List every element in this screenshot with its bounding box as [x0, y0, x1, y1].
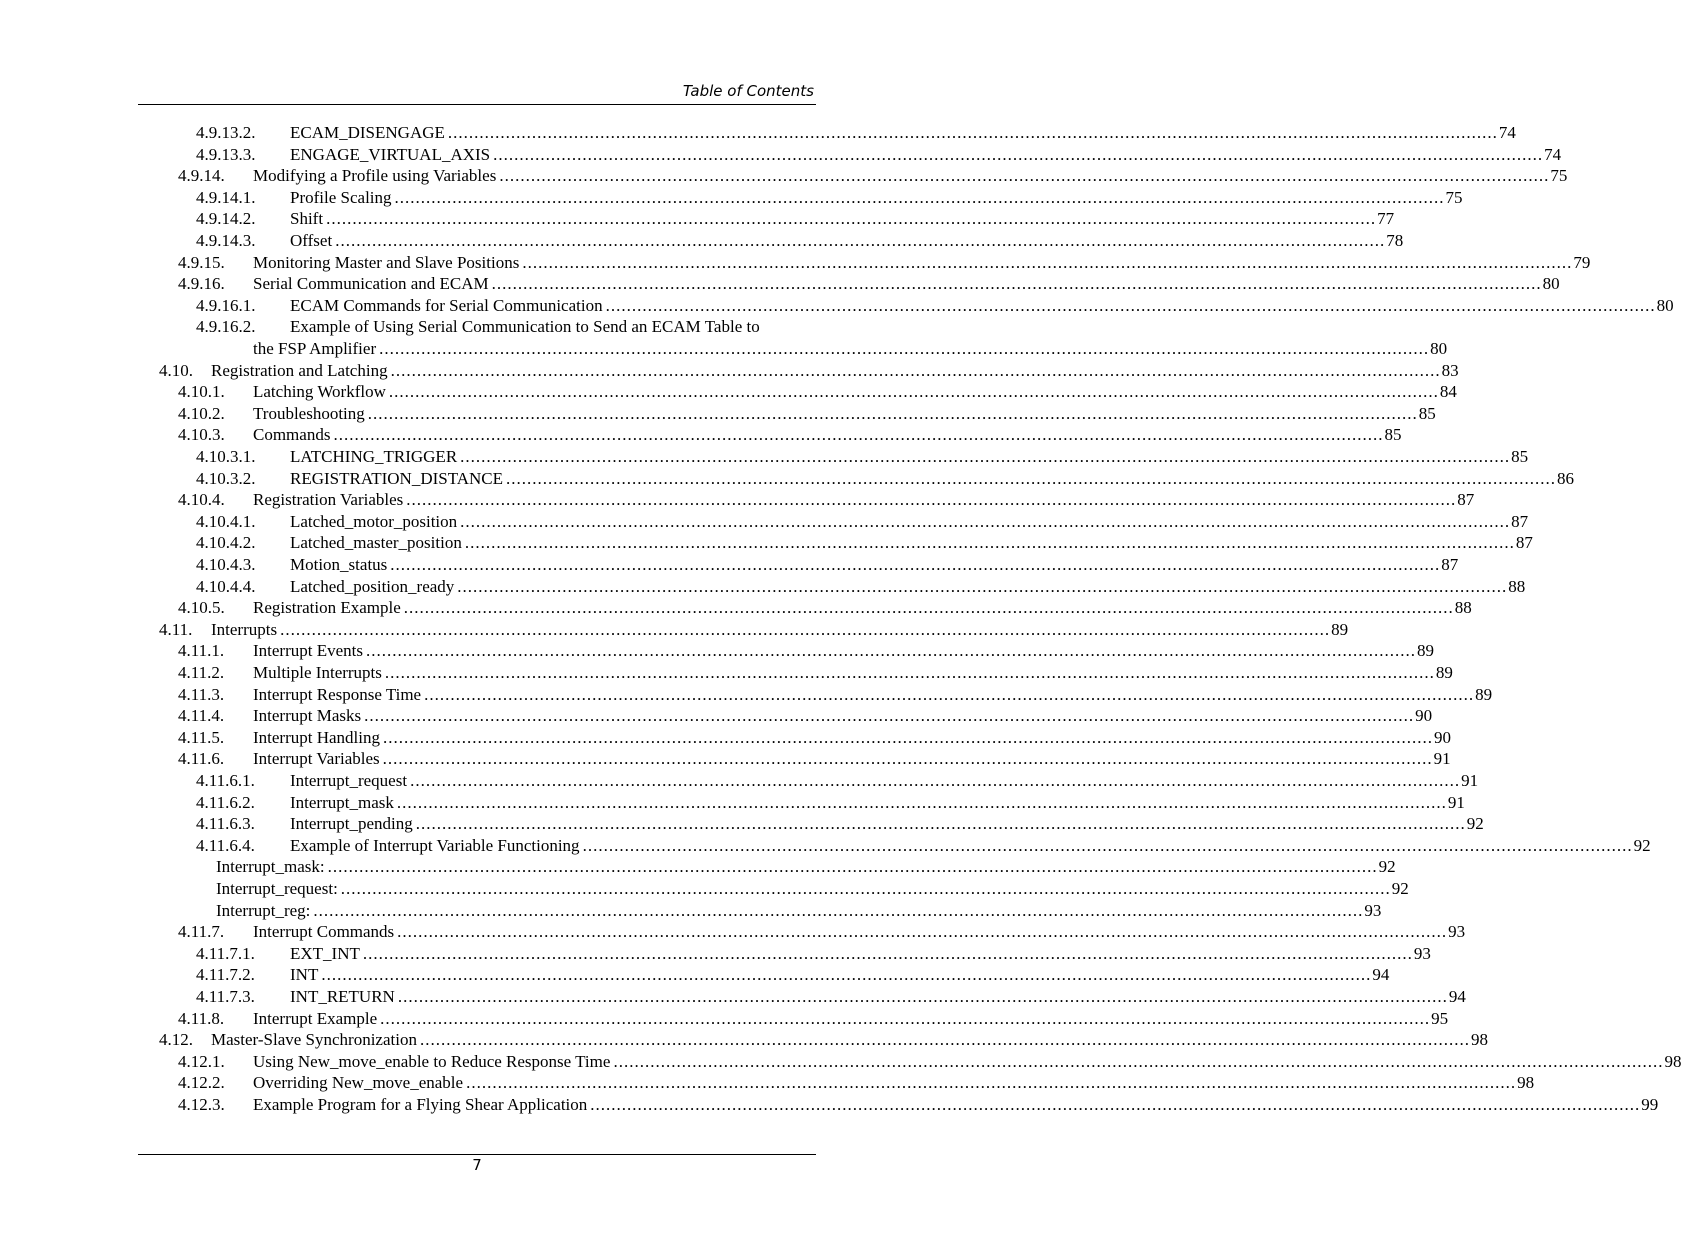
toc-entry-number: 4.10.2. — [178, 403, 225, 423]
toc-entry-number: 4.10. — [159, 360, 193, 380]
toc-dot-leader: ........................................................................................................................................................................................................ — [340, 879, 1391, 898]
toc-entry[interactable] — [178, 489, 1475, 511]
toc-entry[interactable] — [216, 878, 1409, 900]
toc-entry-title: Interrupt Example — [253, 1008, 378, 1028]
toc-entry[interactable] — [178, 1094, 1659, 1116]
toc-entry[interactable] — [196, 511, 1529, 533]
toc-entry-page: 92 — [1466, 814, 1484, 834]
toc-entry-page: 98 — [1470, 1030, 1488, 1050]
toc-entry-number: 4.11.1. — [178, 641, 225, 661]
toc-dot-leader: ........................................................................................................................................................................................................ — [466, 1073, 1517, 1093]
toc-dot-leader: ........................................................................................................................................................................................................ — [396, 792, 1447, 812]
toc-entry[interactable] — [253, 338, 1448, 360]
toc-entry[interactable] — [178, 597, 1472, 619]
toc-entry-title: Latching Workflow — [253, 382, 386, 402]
toc-entry-title: Registration Example — [253, 598, 401, 618]
toc-entry-page: 80 — [1430, 339, 1448, 358]
toc-entry[interactable] — [178, 1051, 1681, 1073]
header-rule — [138, 104, 816, 105]
toc-entry-number: 4.9.14.3. — [196, 231, 256, 250]
page-header-title: Table of Contents — [682, 82, 814, 100]
toc-dot-leader: ........................................................................................................................................................................................................ — [419, 1030, 1470, 1050]
toc-entry[interactable] — [196, 122, 1516, 144]
toc-entry-page: 89 — [1331, 619, 1349, 639]
toc-entry-number: 4.10.3.2. — [196, 468, 256, 488]
toc-entry-number: 4.11.6.1. — [196, 771, 255, 790]
toc-dot-leader: ........................................................................................................................................................................................................ — [390, 360, 1441, 380]
toc-dot-leader: ........................................................................................................................................................................................................ — [384, 663, 1435, 682]
toc-entry-page: 77 — [1377, 209, 1395, 229]
toc-entry-page: 85 — [1511, 447, 1529, 466]
toc-entry-number: 4.9.16. — [178, 274, 225, 294]
toc-entry-page: 93 — [1448, 922, 1466, 942]
toc-entry-number: 4.11.6. — [178, 749, 225, 769]
toc-entry-page: 93 — [1413, 943, 1431, 963]
toc-entry[interactable] — [196, 208, 1395, 230]
toc-entry[interactable] — [178, 684, 1493, 706]
toc-entry-title: Interrupt Response Time — [253, 684, 422, 704]
toc-dot-leader: ........................................................................................................................................................................................................ — [280, 619, 1331, 639]
toc-entry-number: 4.10.4.2. — [196, 533, 256, 553]
toc-entry-page: 85 — [1384, 425, 1402, 445]
toc-entry[interactable] — [196, 813, 1484, 835]
toc-dot-leader: ........................................................................................................................................................................................................ — [605, 295, 1656, 315]
toc-entry-title: Interrupt_reg: — [216, 900, 311, 920]
toc-entry-page: 90 — [1415, 706, 1433, 726]
toc-dot-leader: ........................................................................................................................................................................................................ — [326, 209, 1377, 229]
toc-entry-number: 4.9.13.3. — [196, 144, 256, 164]
toc-entry-number: 4.10.1. — [178, 382, 225, 402]
toc-entry-page: 87 — [1515, 533, 1533, 553]
toc-entry-page: 83 — [1441, 360, 1459, 380]
toc-entry[interactable] — [196, 468, 1575, 490]
toc-entry-title: INT_RETURN — [290, 987, 395, 1006]
toc-entry-number: 4.9.15. — [178, 252, 225, 272]
toc-entry-title: Master-Slave Synchronization — [211, 1030, 417, 1050]
toc-entry-number: 4.10.4.4. — [196, 576, 256, 596]
toc-entry-number: 4.9.13.2. — [196, 123, 256, 142]
toc-entry[interactable] — [196, 532, 1533, 554]
toc-entry-title: LATCHING_TRIGGER — [290, 447, 458, 466]
toc-entry[interactable] — [196, 295, 1674, 317]
toc-entry-number: 4.10.3. — [178, 425, 225, 445]
toc-dot-leader: ........................................................................................................................................................................................................ — [493, 144, 1544, 164]
toc-entry[interactable] — [196, 316, 814, 338]
toc-entry-number: 4.12.2. — [178, 1073, 225, 1093]
toc-entry-title: ECAM_DISENGAGE — [290, 123, 445, 142]
toc-entry[interactable] — [178, 640, 1434, 662]
toc-dot-leader: ........................................................................................................................................................................................................ — [397, 987, 1448, 1006]
toc-entry-title: Interrupt_request — [290, 771, 408, 790]
toc-entry-page: 99 — [1641, 1095, 1659, 1114]
toc-dot-leader: ........................................................................................................................................................................................................ — [424, 684, 1475, 704]
toc-entry-number: 4.9.14. — [178, 166, 225, 186]
toc-dot-leader: ........................................................................................................................................................................................................ — [522, 252, 1573, 272]
toc-entry-number: 4.11.6.2. — [196, 792, 255, 812]
footer-rule — [138, 1154, 816, 1155]
toc-entry-page: 74 — [1544, 144, 1562, 164]
toc-entry-page: 88 — [1454, 598, 1472, 618]
toc-dot-leader: ........................................................................................................................................................................................................ — [382, 749, 1433, 769]
toc-entry[interactable] — [178, 424, 1402, 446]
toc-entry-title: Example of Interrupt Variable Functioning — [290, 835, 580, 855]
toc-entry-title: Modifying a Profile using Variables — [253, 166, 497, 186]
toc-entry-number: 4.10.4.1. — [196, 511, 256, 531]
toc-dot-leader: ........................................................................................................................................................................................................ — [388, 382, 1439, 402]
toc-entry[interactable] — [178, 165, 1568, 187]
toc-entry-number: 4.11.3. — [178, 684, 225, 704]
toc-entry-page: 91 — [1433, 749, 1451, 769]
toc-entry-title: Troubleshooting — [253, 403, 365, 423]
toc-dot-leader: ........................................................................................................................................................................................................ — [403, 598, 1454, 618]
toc-entry[interactable] — [178, 1008, 1449, 1030]
toc-dot-leader: ........................................................................................................................................................................................................ — [379, 339, 1430, 358]
toc-dot-leader: ........................................................................................................................................................................................................ — [390, 555, 1441, 574]
toc-entry-page: 78 — [1386, 231, 1404, 250]
toc-entry-page: 87 — [1441, 555, 1459, 574]
toc-entry-number: 4.11.7.1. — [196, 943, 255, 963]
toc-entry[interactable] — [216, 900, 1382, 922]
toc-dot-leader: ........................................................................................................................................................................................................ — [321, 965, 1372, 985]
toc-entry-page: 94 — [1372, 965, 1390, 985]
toc-entry[interactable] — [178, 1072, 1535, 1094]
toc-entry-title: Serial Communication and ECAM — [253, 274, 489, 294]
toc-entry[interactable] — [178, 921, 1466, 943]
toc-entry-page: 91 — [1447, 792, 1465, 812]
toc-entry-number: 4.9.14.2. — [196, 209, 256, 229]
toc-entry-number: 4.11.2. — [178, 663, 225, 682]
toc-dot-leader: ........................................................................................................................................................................................................ — [367, 403, 1418, 423]
toc-dot-leader: ........................................................................................................................................................................................................ — [366, 641, 1416, 661]
toc-dot-leader: ........................................................................................................................................................................................................ — [333, 425, 1384, 445]
toc-dot-leader: ........................................................................................................................................................................................................ — [406, 490, 1457, 510]
toc-entry[interactable] — [196, 230, 1404, 252]
toc-entry-title: Interrupt_pending — [290, 814, 413, 834]
toc-entry-title: Shift — [290, 209, 324, 229]
toc-entry-title: Interrupt Handling — [253, 727, 380, 747]
toc-entry-number: 4.11.7. — [178, 922, 225, 942]
toc-entry[interactable] — [159, 619, 1349, 641]
toc-entry[interactable] — [178, 381, 1457, 403]
toc-entry-title: Monitoring Master and Slave Positions — [253, 252, 520, 272]
toc-entry[interactable] — [196, 770, 1479, 792]
toc-dot-leader: ........................................................................................................................................................................................................ — [460, 511, 1511, 531]
toc-entry-number: 4.11.7.3. — [196, 987, 255, 1006]
toc-entry-title: Profile Scaling — [290, 187, 392, 207]
toc-entry-title: Interrupt Variables — [253, 749, 380, 769]
toc-entry[interactable] — [178, 403, 1436, 425]
toc-entry-page: 75 — [1445, 187, 1463, 207]
toc-entry-page: 74 — [1498, 123, 1516, 142]
toc-entry-title: ECAM Commands for Serial Communication — [290, 295, 603, 315]
toc-entry-number: 4.9.14.1. — [196, 187, 256, 207]
toc-entry-page: 85 — [1418, 403, 1436, 423]
toc-entry-number: 4.9.16.2. — [196, 317, 256, 337]
toc-dot-leader: ........................................................................................................................................................................................................ — [415, 814, 1466, 834]
toc-entry[interactable] — [196, 446, 1529, 468]
toc-entry-page: 79 — [1573, 252, 1591, 272]
toc-entry-number: 4.11.6.3. — [196, 814, 255, 834]
toc-entry-page: 80 — [1542, 274, 1560, 294]
toc-entry-page: 98 — [1517, 1073, 1535, 1093]
toc-dot-leader: ........................................................................................................................................................................................................ — [383, 727, 1433, 747]
toc-dot-leader: ........................................................................................................................................................................................................ — [335, 231, 1386, 250]
toc-dot-leader: ........................................................................................................................................................................................................ — [327, 857, 1378, 877]
toc-dot-leader: ........................................................................................................................................................................................................ — [410, 771, 1461, 790]
toc-entry[interactable] — [196, 187, 1463, 209]
toc-dot-leader: ........................................................................................................................................................................................................ — [613, 1051, 1664, 1071]
toc-dot-leader: ........................................................................................................................................................................................................ — [457, 576, 1508, 596]
toc-dot-leader: ........................................................................................................................................................................................................ — [394, 187, 1445, 207]
toc-entry-title: Multiple Interrupts — [253, 663, 382, 682]
toc-entry-page: 94 — [1448, 987, 1466, 1006]
toc-entry-title: Offset — [290, 231, 333, 250]
toc-entry-page: 95 — [1431, 1008, 1449, 1028]
toc-entry-page: 98 — [1664, 1051, 1681, 1071]
toc-entry[interactable] — [196, 144, 1562, 166]
toc-entry-page: 75 — [1550, 166, 1568, 186]
toc-entry[interactable] — [196, 792, 1465, 814]
toc-entry-page: 92 — [1633, 835, 1651, 855]
toc-entry-page: 89 — [1417, 641, 1434, 661]
toc-entry-number: 4.12.1. — [178, 1051, 225, 1071]
toc-entry[interactable] — [196, 943, 1431, 965]
toc-entry-page: 93 — [1364, 900, 1382, 920]
toc-entry-title: EXT_INT — [290, 943, 360, 963]
toc-entry[interactable] — [196, 576, 1526, 598]
toc-entry[interactable] — [196, 986, 1466, 1008]
toc-entry-title: Example Program for a Flying Shear Application — [253, 1095, 588, 1114]
toc-entry[interactable] — [178, 273, 1560, 295]
toc-entry-page: 89 — [1475, 684, 1493, 704]
toc-entry[interactable] — [216, 856, 1396, 878]
toc-dot-leader: ........................................................................................................................................................................................................ — [499, 166, 1550, 186]
toc-entry[interactable] — [178, 662, 1453, 684]
toc-entry-title: Interrupts — [211, 619, 278, 639]
toc-entry-number: 4.10.3.1. — [196, 447, 256, 466]
toc-entry-page: 89 — [1435, 663, 1453, 682]
toc-entry-number: 4.10.5. — [178, 598, 225, 618]
toc-entry-page: 87 — [1457, 490, 1475, 510]
toc-entry-page: 92 — [1391, 879, 1409, 898]
toc-entry-title: Commands — [253, 425, 331, 445]
toc-entry-page: 88 — [1508, 576, 1526, 596]
toc-entry-title: Example of Using Serial Communication to Send an ECAM Table to — [290, 317, 760, 337]
toc-entry-title: Registration and Latching — [211, 360, 388, 380]
toc-entry-title: the FSP Amplifier — [253, 339, 377, 358]
toc-entry-title: Using New_move_enable to Reduce Response Time — [253, 1051, 611, 1071]
toc-entry-title: Interrupt_request: — [216, 879, 338, 898]
toc-entry-title: Interrupt Events — [253, 641, 363, 661]
toc-entry-number: 4.11. — [159, 619, 193, 639]
toc-entry-title: INT — [290, 965, 319, 985]
toc-entry-number: 4.12. — [159, 1030, 193, 1050]
toc-entry[interactable] — [196, 554, 1459, 576]
toc-entry-title: Registration Variables — [253, 490, 404, 510]
toc-entry-page: 87 — [1511, 511, 1529, 531]
toc-entry-title: Latched_master_position — [290, 533, 462, 553]
toc-dot-leader: ........................................................................................................................................................................................................ — [380, 1008, 1431, 1028]
toc-entry[interactable] — [178, 748, 1451, 770]
toc-dot-leader: ........................................................................................................................................................................................................ — [397, 922, 1448, 942]
toc-entry-number: 4.12.3. — [178, 1095, 225, 1114]
toc-dot-leader: ........................................................................................................................................................................................................ — [464, 533, 1515, 553]
toc-dot-leader: ........................................................................................................................................................................................................ — [491, 274, 1542, 294]
toc-entry-number: 4.11.5. — [178, 727, 225, 747]
toc-entry-number: 4.11.4. — [178, 706, 225, 726]
toc-entry[interactable] — [159, 360, 1459, 382]
toc-entry-number: 4.11.6.4. — [196, 835, 255, 855]
toc-entry[interactable] — [178, 727, 1451, 749]
toc-entry-title: Latched_position_ready — [290, 576, 455, 596]
toc-entry[interactable] — [178, 705, 1433, 727]
toc-entry-title: ENGAGE_VIRTUAL_AXIS — [290, 144, 491, 164]
toc-entry-title: REGISTRATION_DISTANCE — [290, 468, 504, 488]
toc-entry[interactable] — [196, 835, 1651, 857]
toc-entry-page: 86 — [1557, 468, 1575, 488]
toc-dot-leader: ........................................................................................................................................................................................................ — [582, 835, 1633, 855]
toc-dot-leader: ........................................................................................................................................................................................................ — [506, 468, 1557, 488]
toc-entry-number: 4.10.4. — [178, 490, 225, 510]
toc-entry[interactable] — [159, 1029, 1488, 1051]
toc-entry-title: Interrupt Commands — [253, 922, 395, 942]
toc-dot-leader: ........................................................................................................................................................................................................ — [460, 447, 1511, 466]
toc-entry[interactable] — [196, 964, 1390, 986]
toc-dot-leader: ........................................................................................................................................................................................................ — [313, 900, 1364, 920]
toc-entry-title: Latched_motor_position — [290, 511, 458, 531]
toc-dot-leader: ........................................................................................................................................................................................................ — [364, 706, 1415, 726]
toc-entry-page: 84 — [1439, 382, 1457, 402]
toc-entry-number: 4.11.7.2. — [196, 965, 255, 985]
toc-entry-title: Interrupt_mask — [290, 792, 394, 812]
toc-entry-number: 4.10.4.3. — [196, 555, 256, 574]
toc-entry[interactable] — [178, 252, 1591, 274]
toc-entry-page: 80 — [1656, 295, 1674, 315]
toc-dot-leader: ........................................................................................................................................................................................................ — [362, 943, 1413, 963]
toc-entry-title: Interrupt Masks — [253, 706, 362, 726]
toc-entry-page: 91 — [1461, 771, 1479, 790]
toc-entry-title: Motion_status — [290, 555, 388, 574]
toc-entry-page: 92 — [1378, 857, 1396, 877]
toc-entry-title: Overriding New_move_enable — [253, 1073, 464, 1093]
toc-dot-leader: ........................................................................................................................................................................................................ — [590, 1095, 1641, 1114]
toc-entry-number: 4.9.16.1. — [196, 295, 256, 315]
page-number: 7 — [472, 1156, 482, 1174]
toc-dot-leader: ........................................................................................................................................................................................................ — [447, 123, 1498, 142]
toc-entry-number: 4.11.8. — [178, 1008, 225, 1028]
toc-entry-page: 90 — [1434, 727, 1451, 747]
toc-entry-title: Interrupt_mask: — [216, 857, 325, 877]
